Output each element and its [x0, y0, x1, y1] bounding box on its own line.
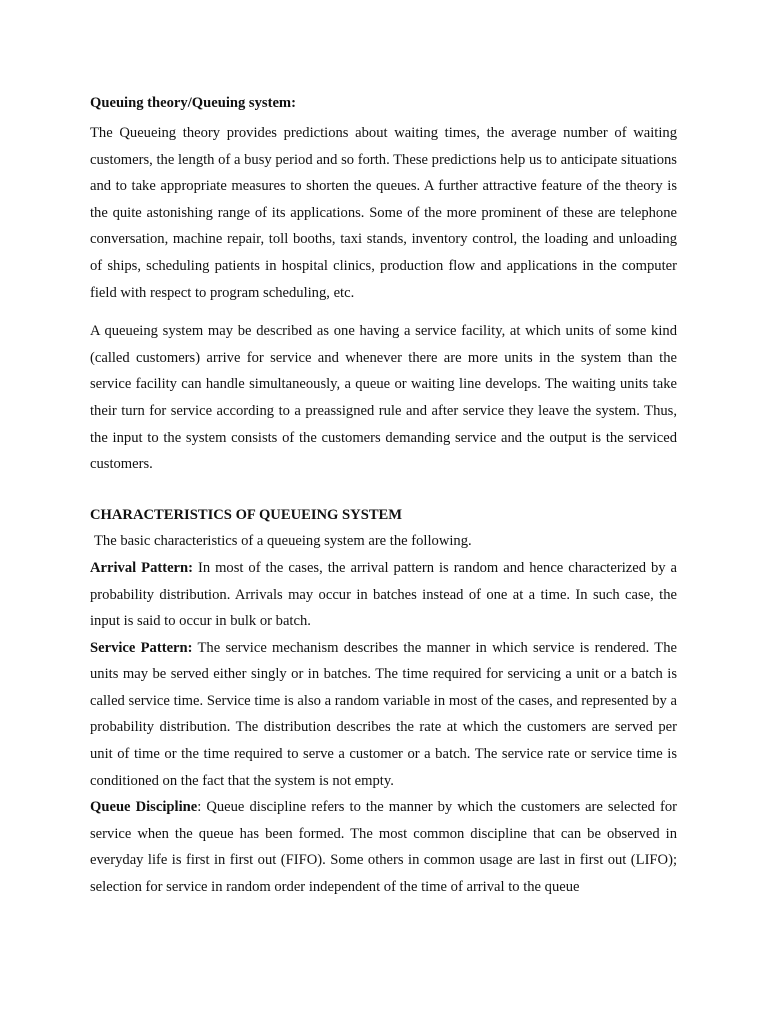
- item-term: Arrival Pattern:: [90, 559, 194, 576]
- section-heading: CHARACTERISTICS OF QUEUEING SYSTEM: [90, 506, 403, 523]
- document-title: Queuing theory/Queuing system:: [90, 95, 296, 111]
- item-term: Service Pattern:: [90, 639, 193, 656]
- item-queue-discipline: [90, 794, 677, 900]
- paragraph-queueing-system: A queueing system may be described as one having a service facility, at which units of some kind (called customers) arrive for service and whenever there are more units in the system than the service facility can handle simultaneously, a queue or waiting line develops. The waiting units take their turn for service according to a preassigned rule and after service they leave the system. Thus, the input to the system consists of the customers demanding service and the output is the serviced customers.: [90, 323, 677, 473]
- item-text: In most of the cases, the arrival pattern is random and hence characterized by a probability distribution. Arrivals may occur in batches instead of one at a time. In such case, the input is said to occur in bulk or batch.: [90, 559, 677, 630]
- item-text: The service mechanism describes the manner in which service is rendered. The units may be served either singly or in batches. The time required for servicing a unit or a batch is called service time. Service time is also a random variable in most of the cases, and represented by a probability distribution. The distribution describes the rate at which the customers are served per unit of time or the time required to serve a customer or a batch. The service rate or service time is conditioned on the fact that the system is not empty.: [90, 639, 677, 789]
- document-body: [90, 92, 677, 901]
- item-text: : Queue discipline refers to the manner by which the customers are selected for service when the queue has been formed. The most common discipline that can be observed in everyday life is first in first out (FIFO). Some others in common usage are last in first out (LIFO); selection for service in random order independent of the time of arrival to the queue: [90, 799, 677, 896]
- item-term: Queue Discipline: [90, 799, 198, 816]
- paragraph-queueing-theory: The Queueing theory provides predictions about waiting times, the average number of waiting customers, the length of a busy period and so forth. These predictions help us to anticipate situations and to take appropriate measures to shorten the queues. A further attractive feature of the theory is the quite astonishing range of its applications. Some of the more prominent of these are telephone conversation, machine repair, toll booths, taxi stands, inventory control, the loading and unloading of ships, scheduling patients in hospital clinics, production flow and applications in the computer field with respect to program scheduling, etc.: [90, 125, 677, 301]
- item-arrival-pattern: [90, 555, 677, 635]
- item-service-pattern: [90, 635, 677, 795]
- section-intro: The basic characteristics of a queueing system are the following.: [94, 533, 472, 550]
